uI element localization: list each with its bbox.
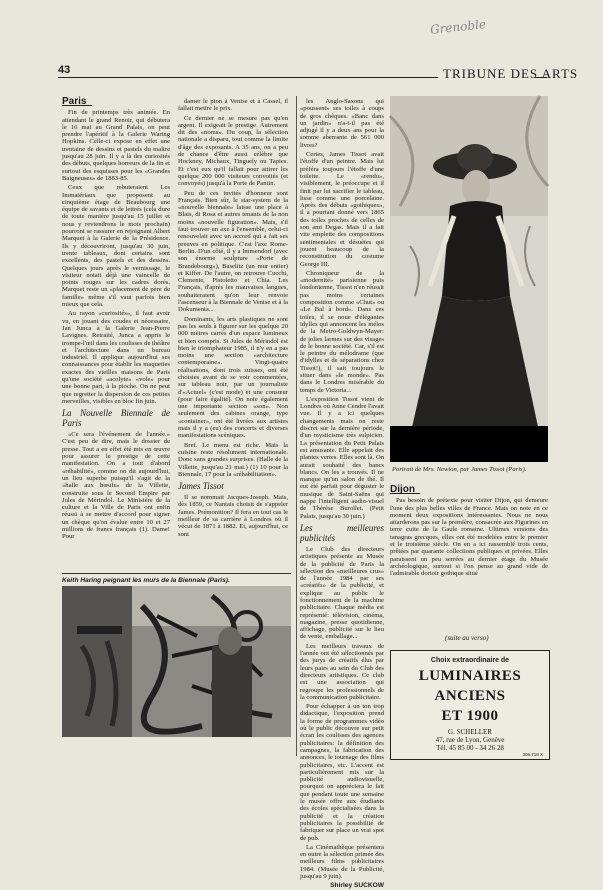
paragraph: Fin de printemps très animée. En attendant le grand Renoir, qui débutera le 16 mai au Grand Palais, on peut prendre l'apéritif à la Galerie Waring Hopkins. Celle-ci expose en effet une trentaine de dessins et pastels du maître jusqu'au 28 juin. Il y a là des curiosités des débuts, quelques horreurs de la fin et surtout des esquisses pour les «Grandes Baigneuses» de 1883-85. bbox=[62, 109, 170, 182]
ad-name: G. SCHELLER bbox=[448, 728, 492, 736]
advertisement bbox=[390, 650, 550, 760]
column-divider bbox=[296, 96, 297, 756]
ad-ref: 306.718 X bbox=[522, 752, 543, 757]
paragraph: L'exposition Tissot vient de Londres où Anne Cendre l'avait vue. Il y a ici quelques changements mais on reste discret sur la dernière période, d'un mysticisme très sulpicien. La présentation du Petit Palais est amusante. Elle appelait des plantes vertes. Elles sont là. On aurait souhaité des bancs blancs. On les a trouvés. Il ne manque qu'un salon de thé. Il eut été parfait pour déguster le musique de Saint-Saëns qui nappe l'intelligent audio-visuel de Thérèse Burollet. (Petit Palais, jusqu'au 30 juin.) bbox=[300, 395, 384, 520]
continued-note: (suite au verso) bbox=[445, 634, 489, 642]
photo-keith-haring-image bbox=[62, 586, 291, 737]
paragraph: Bref. Le menu est riche. Mais la cuisine reste résolument internationale. Donc sans grandes surprises. (Halle de la Villette, jusqu'au 21 mai.) (1) 10 pour la Biennale, 17 pour la «réhabilitation». bbox=[178, 441, 288, 478]
column-1 bbox=[62, 98, 170, 568]
subheading-biennale: La Nouvelle Biennale de Paris bbox=[62, 408, 170, 429]
paragraph: Dominants, les arts plastiques ne sont pas les seuls à figurer sur les quelque 20 000 mètres carrés d'un espace lumineux et bien compris. Si Jules de Mérindol est bien le triomphateur 1985, il n'y en a pas moins une section «architecture contemporaine». Vingt-quatre réalisations, dont trois suisses, ont été choisies avant de se voir commentées, sur tableau noir, par un journaliste d'«Actuel» (c'est mode) et une consœur (pour faire égalité). On note également une importante section «son». Non seulement des cabines orange, type «container», ont été livrées aux artistes mais il y a (eu) des concerts et diverses manifestations scéniques. bbox=[178, 315, 288, 440]
photo-caption-haring: Keith Haring peignant les murs de la Biennale (Paris). bbox=[62, 577, 230, 584]
ad-tagline: Choix extraordinaire de bbox=[430, 657, 510, 664]
photo-tissot-portrait bbox=[390, 96, 548, 462]
photo-keith-haring bbox=[62, 586, 291, 737]
author-signature: Shirley SUCKOW bbox=[330, 882, 384, 890]
paragraph: damer le pion à Venise et à Cassel, il fallait mettre le prix. bbox=[178, 98, 288, 113]
photo-caption-tissot: Portrait de Mrs. Newton, par James Tissot (Paris). bbox=[392, 466, 527, 473]
paragraph: Les meilleurs travaux de l'année ont été sélectionnés par des jurys de créatifs élus par leurs pairs au sein du Club des directeurs artistiques. Ce club est une association qui regroupe les professionnels de la communication publicitaire. bbox=[300, 642, 384, 701]
paragraph: Ce dernier ne se mesure pas qu'en argent. Il exigeait le prestige. Autrement dit des «noms». Du coup, la sélection nationale a disparu, tout comme la limite d'âge des exposants. A 35 ans, on a peu de chance d'être aussi célèbre que Hockney, Michaux, Tinguely ou Tapies. Et c'est eux qu'il fallait pour attirer les quelque 200 000 visiteurs convoités (et convoyés) jusqu'à la Porte de Pantin. bbox=[178, 114, 288, 188]
paragraph: Peu de ces invités d'honneur sont Français. Bien sûr, le star-system de la «nouvelle biennale» laisse une place à Blais, di Rosa et autres tenants de la non moins «nouvelle figuration». Mais, s'il faut trouver un axe à l'ensemble, celui-ci renouvelait avec un accord qui a fait ses preuves en politique. C'est l'axe Rome-Berlin. D'un côté, il y a Immendorf (avec son énorme sculpture «Porte de Brandebourg»), Baselitz (un mur entier) et Kiffer. De l'autre, on retrouve Cucchi, Clemente, Pistoletto et Chia. Les Français, d'après les mauvaises langues, souhaiteraient qu'on leur renvoie l'ascenseur à la Biennale de Venise et à la Dokumenta... bbox=[178, 189, 288, 314]
heading-dijon: Dijon bbox=[390, 486, 420, 494]
ad-address: 47, rue de Lyon, Genève bbox=[435, 736, 505, 744]
handwritten-note: Grenoble bbox=[429, 17, 487, 37]
paragraph: La Cinémathèque présentera en outre la sélection primée des meilleurs films publicitaires 1984. (Musée de la Publicité, jusqu'au 9 juin). bbox=[300, 843, 384, 880]
paragraph: Chroniqueur de la «modernité» parisienne puis londonienne, Tissot n'en réussit pas moins certaines composition comme «Chut» ou «Le Bal à bord». Dans ces toiles, il se noue d'élégantes idylles qui annoncent les mélos de la Metro-Goldwyn-Mayer: de jolies larmes sur des visages de le bonne société. Car, s'il est le peintre du mélodrame (que d'idylles et de séparations chez Tissot!), il sait toujours le situer dans «le monde». Pas dans le Londres misérable du temps de Victoria... bbox=[300, 269, 384, 394]
page-number: 43 bbox=[58, 64, 71, 76]
ad-title-2: ANCIENS bbox=[434, 688, 506, 704]
header-rule bbox=[58, 77, 438, 78]
header-rule-right bbox=[535, 77, 547, 78]
ad-title-1: LUMINAIRES bbox=[418, 668, 522, 684]
column-dijon bbox=[390, 486, 548, 634]
masthead: TRIBUNE DES ARTS bbox=[443, 66, 579, 81]
heading-paris: Paris bbox=[62, 98, 92, 106]
ad-title-3: ET 1900 bbox=[441, 708, 499, 724]
photo-rule bbox=[62, 573, 291, 574]
column-3 bbox=[300, 98, 384, 890]
paragraph: Au rayon «curiosités», il faut avoir vu, en jouant des coudes et nécessaire, Jan Junca à la Galerie Jean-Pierre Lavignes. Retraité, Junca a appris le trompe-l'œil dans les coulisses de théâtre et l'architecture dans un bureau industriel. Il applique aujourd'hui ses connaissances pour établir les maquettes exactes des vieilles maisons de Paris qu'une société «acolyte» «vole» pour une bonne part, à la pioche. On ne peut que regretter la dispersion de ces petites merveilles, visibles en bloc fin juin. bbox=[62, 310, 170, 405]
paragraph: «Ce sera l'événement de l'année.» C'est peu de dire, mais le dossier de presse. Tout a en effet été mis en œuvre pour assurer le prestige de cette manifestation. On a tout d'abord «réhabilité», comme on dit aujourd'hui, un lieu superbe puisqu'il s'agit de la «halle aux bœufs» de la Villette, construite sous le Second Empire par Jules de Mérindol. Le Ministère de la culture et la Ville de Paris ont enfin réussi à se mettre d'accord pour signer un chèque qu'on évalue entre 10 et 27 millions de francs français (1). Dame! Pour bbox=[62, 431, 170, 541]
subheading-publicites: Les meilleures publicités bbox=[300, 522, 384, 543]
paragraph: Ceux que rebuteraient Les Immatériaux que proposent au cinquième étage de Beaubourg une équipe de savants et de lettrés (cela dure de toute manière jusqu'au 15 juillet et nous y reviendrons le mois prochain) pourront se rassurer en rejoignant Albert Marquet à la Galerie de la Présidence. Ils y découvriront, jusqu'au 30 juin, trente tableaux, dont certains sont excellents, des pastels et des dessins. Quelques jours après le vernissage, le visiteur notait déjà une vaincelle de points rouges sur les cadres dorés. Marquet reste un «placement de père de famille» même s'il vaut parfois bien mieux que cela. bbox=[62, 184, 170, 309]
paragraph: Le Club des directeurs artistiques présente au Musée de la publicité de Paris la sélection des «meilleures crus» de l'année 1984 par ses «créatifs» de la publicité, et explique au public le fonctionnement de la machine publicitaire. Chaque média est représenté: télévision, cinéma, magazine, presse quotidienne, affichage, publicité sur le lieu de vente, emballage... bbox=[300, 545, 384, 641]
column-2 bbox=[178, 98, 288, 568]
paragraph: Il se nommait Jacques-Joseph. Mais, dès 1859, ce Nantais choisit de s'appeler James. Prémonition? Il fera en tout cas le meilleur de sa carrière à Londres où il vécut de 1871 à 1882. Et, aujourd'hui, ce sont bbox=[178, 494, 288, 538]
subheading-tissot: James Tissot bbox=[178, 481, 224, 492]
photo-tissot-portrait-image bbox=[390, 96, 548, 462]
ad-phone: Tél. 45 85 00 - 34 26 28 bbox=[436, 744, 504, 752]
paragraph: les Anglo-Saxons qui «poussent» ses toiles à coups de gros chèques. «Banc dans un jardin» n'a-t-il pas été adjugé il y a deux ans pour la somme aberrante de 561 000 livres? bbox=[300, 98, 384, 149]
paragraph: Pas besoin de prétexte pour visiter Dijon, qui demeure l'une des plus belles villes de France. Mais on note en ce moment deux expositions intéressantes. Nous ne nous attarderons pas sur la première, consacrée aux Figurines en terre cuite de la Gaule romaine. Ultimes versions des tanagras grecques, elles ont été modelées entre le premier et le troisième siècle. On en a ici rassemblé trois cents, prêtées par quarante collections publiques et privées. Elles paraissent un peu serrées au dernier étage du Musée archéologique, surtout si l'on pense au grand vide de l'admirable dortoir gothique situé bbox=[390, 497, 548, 578]
paragraph: Certes, James Tissot avait l'étoffe d'un peintre. Mais lui préféra toujours l'étoffe d'une toilette. Le «rendu», visiblement, le préoccupe et il finit par lui sacrifier le tableau, lisse comme une porcelaine. Après des débuts «gothiques», il a pourtant donné vers 1865 des toiles proches de celles de son ami Degas. Mais il a fait vite emplette des compositions sentimentales et désuètes qui jouent beaucoup de la reconstitution du costume George III. bbox=[300, 151, 384, 268]
paragraph: Pour échapper à un ton trop didactique, l'exposition prend la forme de programmes vidéo où le public découvre sur petit écran les coulisses des agences publicitaires: la définition des campagnes, la fabrication des annonces, le tournage des films publicitaires, etc. L'accent est particulièrement mis sur la publicité audiovisuelle, pourquoi on appréciera le fait que pendant toute une semaine le musée offre aux étudiants des écoles spécialisées dans la publicité et la création publicitaires la possibilité de fabriquer sur place un vrai spot de pub. bbox=[300, 703, 384, 842]
